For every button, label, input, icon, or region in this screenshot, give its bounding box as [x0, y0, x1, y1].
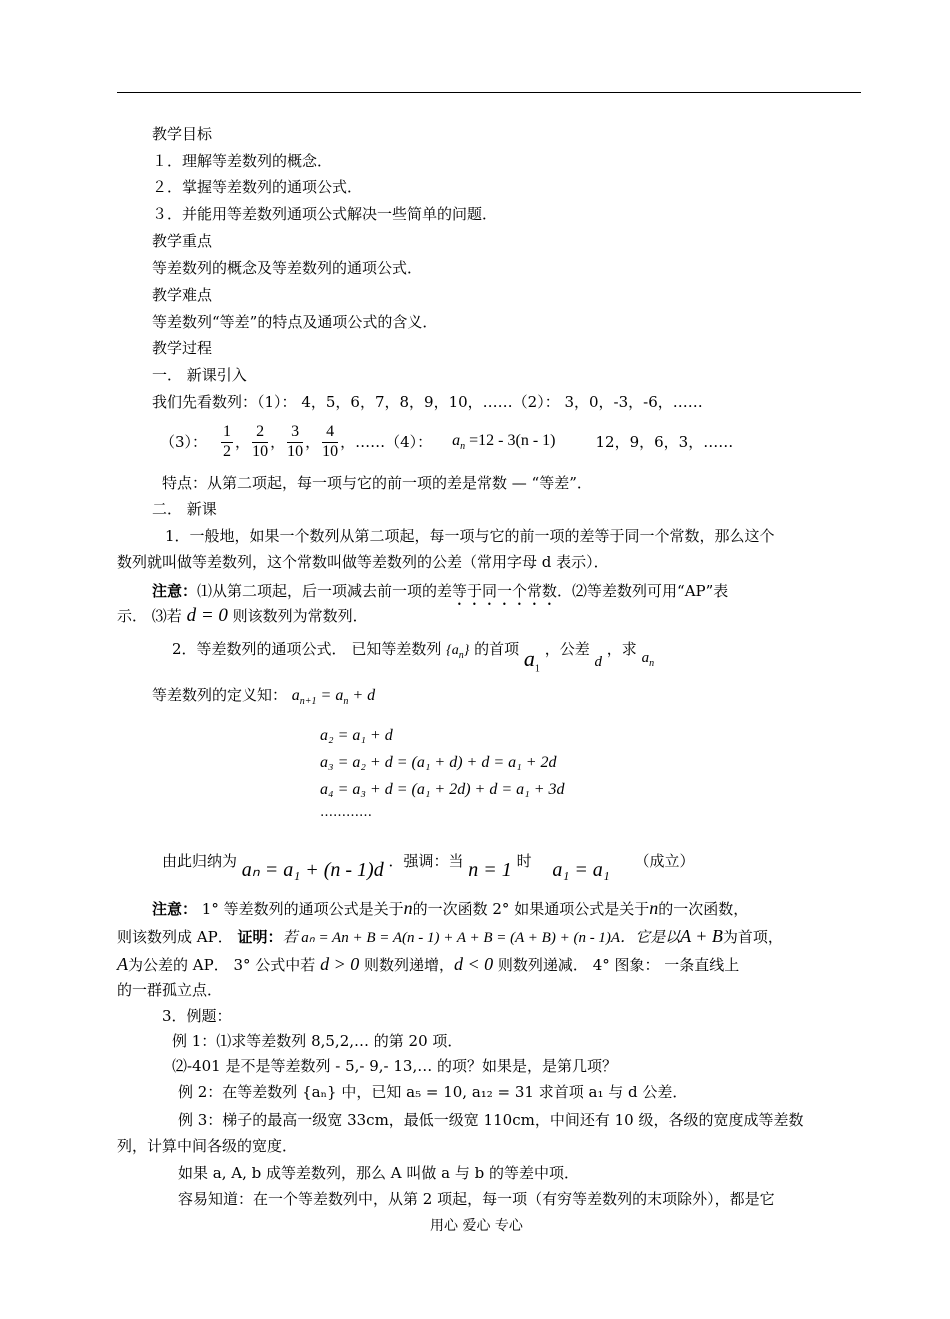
goal-3: ３．并能用等差数列通项公式解决一些简单的问题． — [152, 205, 498, 223]
fraction-2: $\frac{2}{10}$ — [252, 423, 269, 460]
property-line: 容易知道：在一个等差数列中，从第 2 项起，每一项（有穷等差数列的末项除外），都是它 — [178, 1190, 775, 1208]
process-heading: 教学过程 — [152, 339, 213, 357]
seq3-label: （3）： — [160, 432, 208, 451]
note-2-line-4: 的一群孤立点． — [117, 981, 223, 999]
general-term-heading: 2．等差数列的通项公式． 已知等差数列 $\{a_n\}$ 的首项 $a_1$ ，公差 d ，求 $a_n$ — [172, 640, 655, 675]
note-2-line-3: A为公差的 AP． 3° 公式中若 d > 0 则数列递增，d < 0 则数列递减． 4° 图象： 一条直线上 — [117, 954, 740, 974]
sequence-notation: $\{a_n\}$ — [446, 643, 470, 661]
general-term: $a_n$ — [641, 650, 655, 669]
difficulty-text: 等差数列“等差”的特点及通项公式的含义． — [152, 313, 438, 331]
fraction-3: $\frac{3}{10}$ — [287, 423, 304, 460]
equation-a3: a₃ = a₂ + d = (a₁ + d) + d = a₁ + 2d — [320, 754, 557, 771]
example-3-line-1: 例 3：梯子的最高一级宽 33cm，最低一级宽 110cm，中间还有 10 级，各级的宽度成等差数 — [178, 1111, 804, 1129]
first-term: $a_1$ — [523, 646, 540, 675]
footer-text: 用心 爱心 专心 — [430, 1218, 523, 1234]
key-heading: 教学重点 — [152, 232, 213, 250]
goal-2: ２．掌握等差数列的通项公式． — [152, 178, 363, 196]
general-term-formula: aₙ = a₁ + (n - 1)d — [241, 859, 384, 881]
emphasized-phrase: 等于同一个常数 — [452, 582, 558, 600]
example-1b: ⑵-401 是不是等差数列 - 5,- 9,- 13,… 的项？如果是，是第几项？ — [172, 1057, 617, 1075]
fraction-4: $\frac{4}{10}$ — [322, 423, 339, 460]
equation-a2: a₂ = a₁ + d — [320, 727, 393, 744]
note-2-line-2: 则该数列成 AP． 证明：若 aₙ = An + B = A(n - 1) + A + B = (A + B) + (n - 1)A．它是以A + B为首项， — [117, 926, 783, 946]
seq4-formula: $a_n =12 - 3(n - 1)$ — [452, 431, 556, 452]
examples-heading: 3．例题： — [162, 1007, 232, 1025]
example-1a: 例 1：⑴求等差数列 8,5,2,… 的第 20 项． — [172, 1032, 463, 1050]
feature-text: 特点：从第二项起，每一项与它的前一项的差是常数 — “等差”． — [162, 474, 592, 492]
part-2-heading: 二． 新课 — [152, 500, 217, 518]
sequence-examples-1-2: 我们先看数列：（1）： 4，5，6，7，8，9，10，……（2）： 3，0，-3，-6，…… — [152, 393, 703, 411]
sequence-example-3-4: （3）： $\frac{1}{2}$ ， $\frac{2}{10}$ ， $\frac{3}{10}$ ， $\frac{4}{10}$ ，……（4）： $a_n =12 - 3(n - 1)$ 12，9，6，3，…… — [160, 423, 734, 460]
note-2-line-1: 注意： 1° 等差数列的通项公式是关于n的一次函数 2° 如果通项公式是关于n的一次函数， — [152, 898, 749, 918]
fraction-1: $\frac{1}{2}$ — [223, 423, 232, 460]
goal-1: １．理解等差数列的概念． — [152, 152, 333, 170]
definition-line-2: 数列就叫做等差数列，这个常数叫做等差数列的公差（常用字母 d 表示）． — [117, 553, 609, 571]
example-3-line-2: 列，计算中间各级的宽度． — [117, 1137, 298, 1155]
equation-dots: ………… — [320, 805, 372, 820]
top-rule — [117, 92, 861, 93]
seq4-values: 12，9，6，3，…… — [595, 432, 734, 451]
example-2: 例 2：在等差数列 {aₙ} 中，已知 a₅ = 10, a₁₂ = 31 求首项 a₁ 与 d 公差． — [178, 1083, 688, 1101]
equation-a4: a₄ = a₃ + d = (a₁ + 2d) + d = a₁ + 3d — [320, 781, 565, 798]
induction-line: 由此归纳为 aₙ = a₁ + (n - 1)d ．强调：当 n = 1 时 a₁ = a₁ （成立） — [162, 852, 695, 881]
key-text: 等差数列的概念及等差数列的通项公式． — [152, 259, 423, 277]
difficulty-heading: 教学难点 — [152, 286, 213, 304]
note-label: 注意： — [152, 582, 198, 600]
recurrence-formula: $a_{n+1} = a_n + d$ — [291, 687, 376, 708]
goals-heading: 教学目标 — [152, 125, 213, 143]
note-1-line: 注意：⑴从第二项起，后一项减去前一项的差等于同一个常数．⑵等差数列可用“AP”表 — [152, 582, 729, 600]
note-1-cont: 示． ⑶若 d = 0 则该数列为常数列． — [117, 605, 368, 626]
seq3-tail: ，……（4）： — [340, 432, 433, 451]
common-difference: d — [594, 654, 602, 670]
recurrence-line: 等差数列的定义知： $a_{n+1} = a_n + d$ — [152, 686, 376, 708]
part-1-heading: 一． 新课引入 — [152, 366, 247, 384]
definition-line-1: 1．一般地，如果一个数列从第二项起，每一项与它的前一项的差等于同一个常数，那么这个 — [165, 527, 775, 545]
arithmetic-mean: 如果 a, A, b 成等差数列，那么 A 叫做 a 与 b 的等差中项． — [178, 1164, 579, 1182]
